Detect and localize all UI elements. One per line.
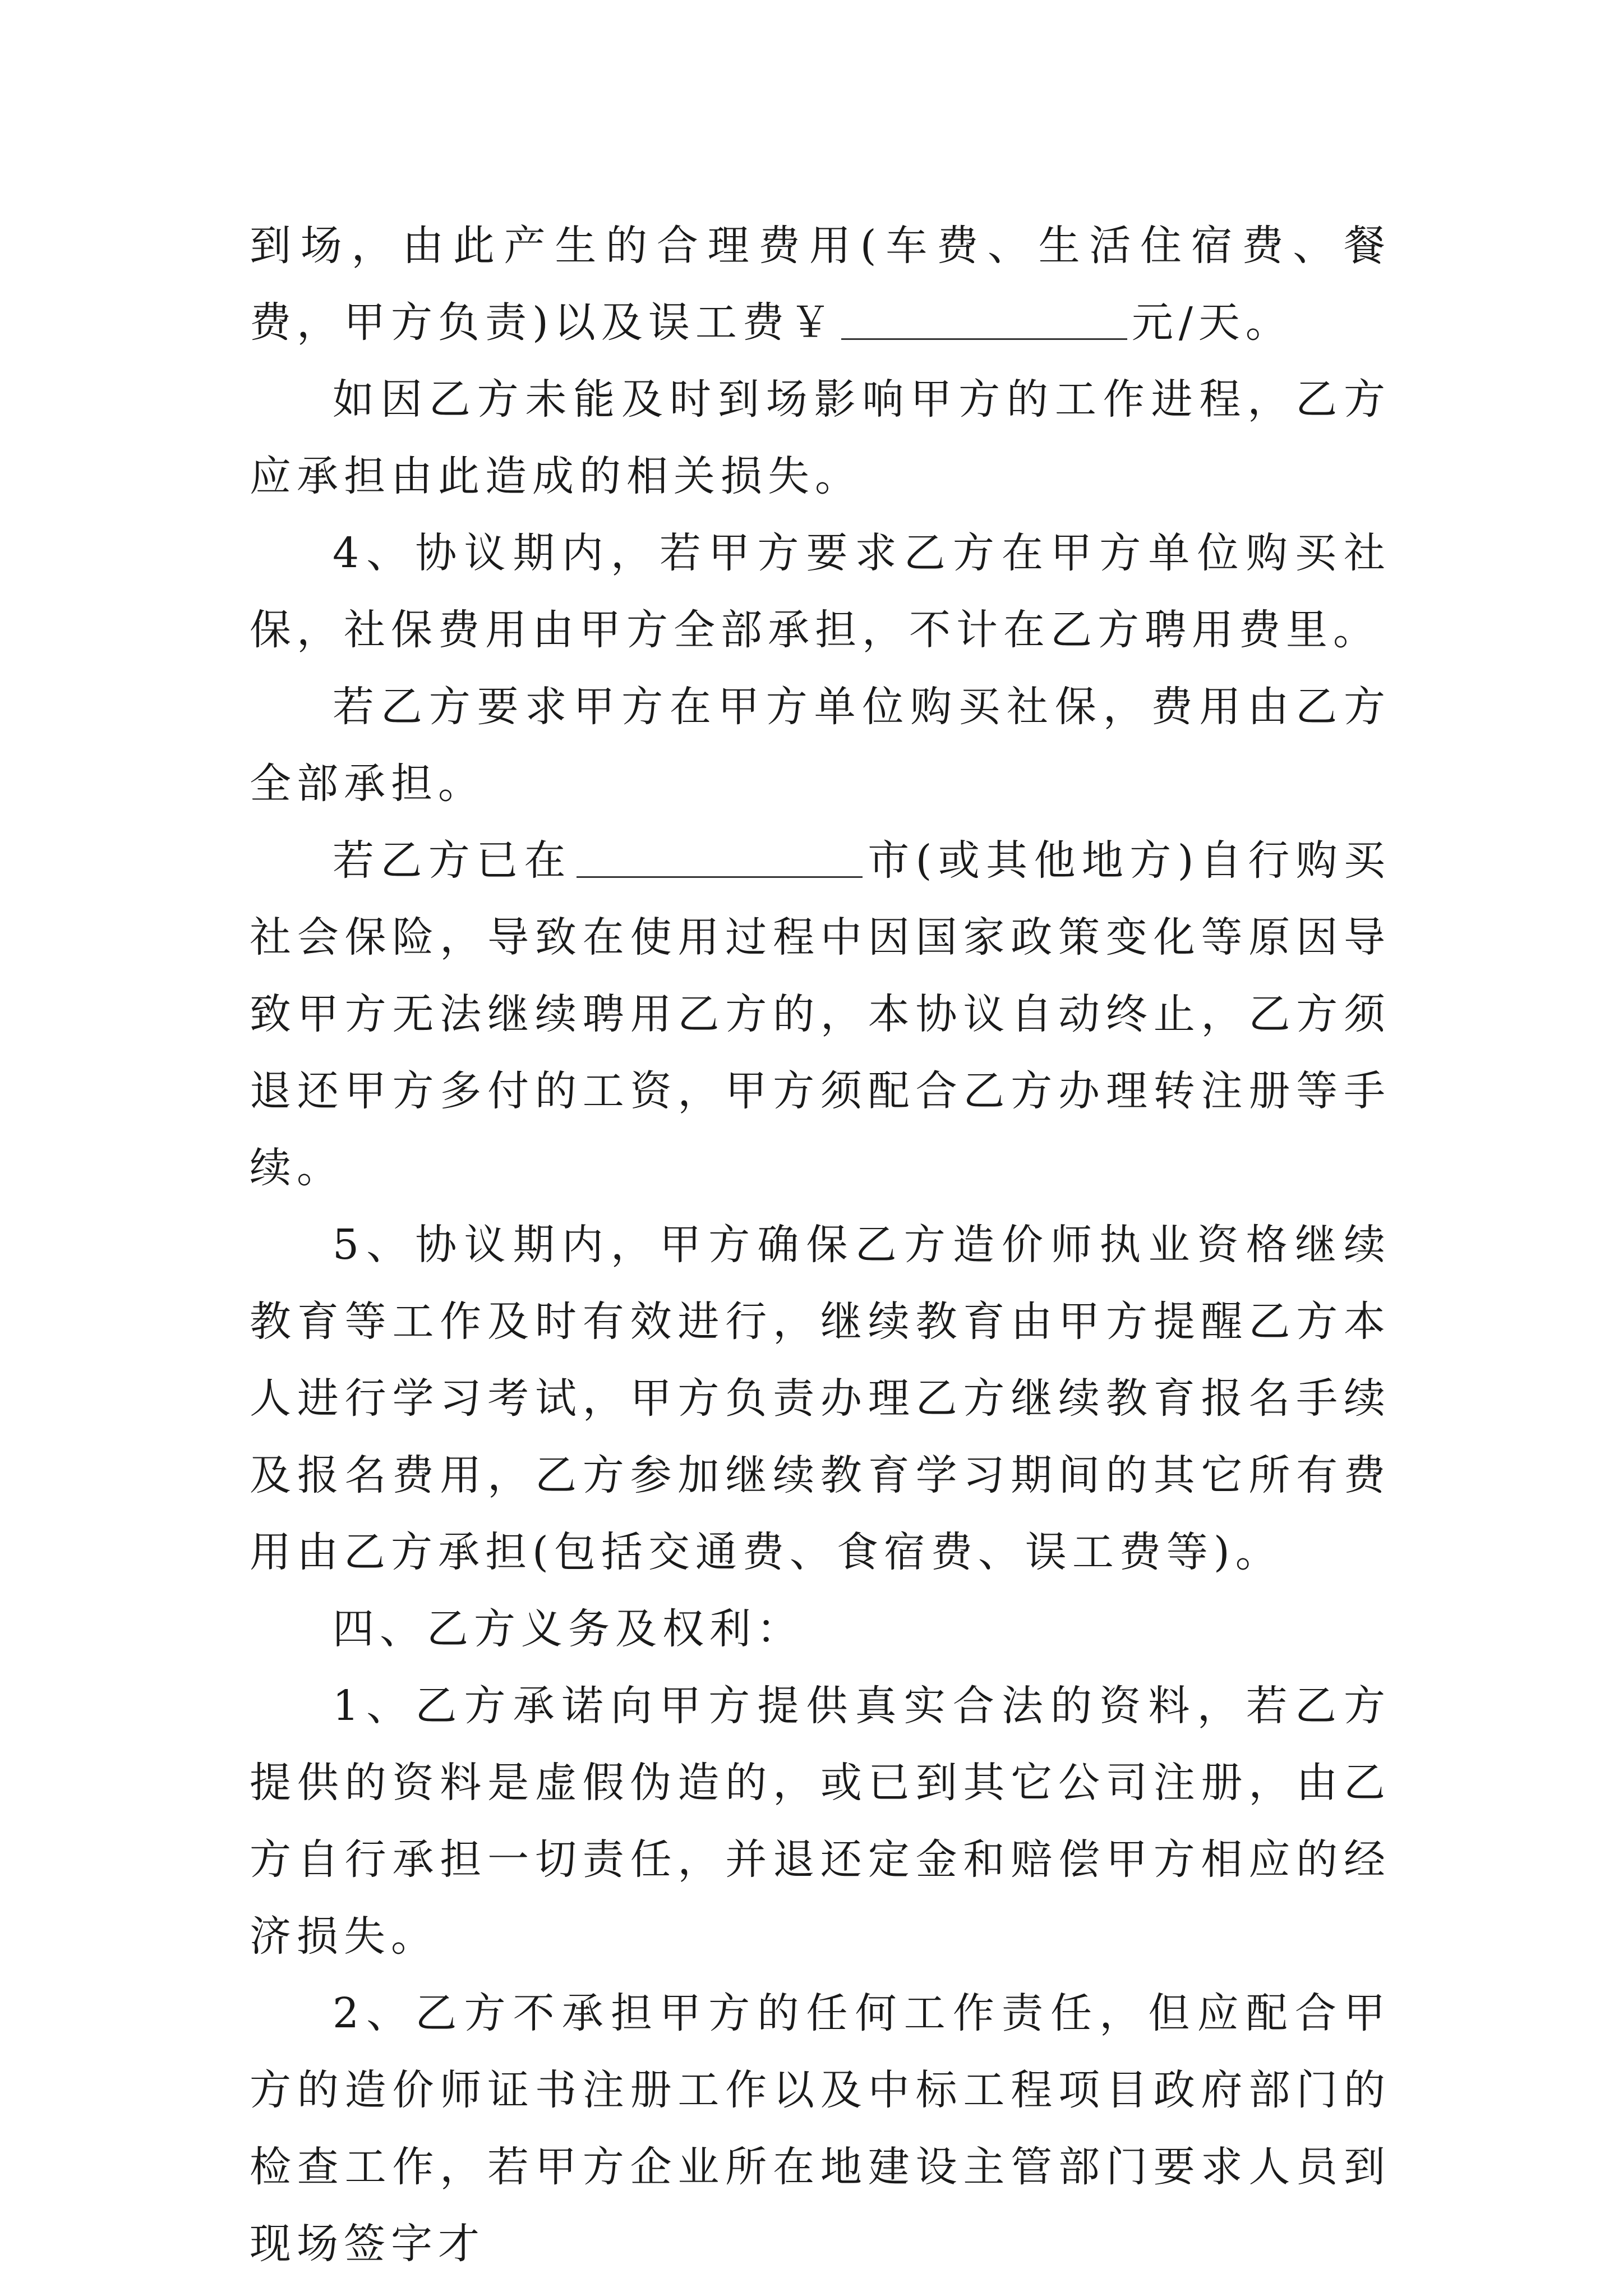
paragraph-insurance-city <box>250 822 1391 1207</box>
fee-amount-blank <box>841 299 1127 340</box>
paragraph-clause-5: 5、协议期内，甲方确保乙方造价师执业资格继续教育等工作及时有效进行，继续教育由甲方提醒乙方本人进行学习考试，甲方负责办理乙方继续教育报名手续及报名费用，乙方参加继续教育学习期间的其它所有费用由乙方承担(包括交通费、食宿费、误工费等)。 <box>250 1221 1391 1576</box>
insurance-city-prefix: 若乙方已在 <box>333 836 572 885</box>
document-body <box>250 208 1391 2283</box>
paragraph-delay-liability: 如因乙方未能及时到场影响甲方的工作进程，乙方应承担由此造成的相关损失。 <box>250 375 1391 500</box>
section-heading-4: 四、乙方义务及权利： <box>333 1605 804 1653</box>
paragraph-social-insurance: 若乙方要求甲方在甲方单位购买社保，费用由乙方全部承担。 <box>250 683 1391 808</box>
city-blank <box>577 837 863 878</box>
insurance-city-text: 市(或其他地方)自行购买社会保险，导致在使用过程中因国家政策变化等原因导致甲方无法继续聘用乙方的，本协议自动终止，乙方须退还甲方多付的工资，甲方须配合乙方办理转注册等手续。 <box>250 836 1391 1192</box>
paragraph-clause-4: 4、协议期内，若甲方要求乙方在甲方单位购买社保，社保费用由甲方全部承担，不计在乙方聘用费里。 <box>250 529 1391 654</box>
fees-unit: 元/天。 <box>1131 298 1293 347</box>
paragraph-fees <box>250 208 1391 361</box>
paragraph-obligation-1: 1、乙方承诺向甲方提供真实合法的资料，若乙方提供的资料是虚假伪造的，或已到其它公司注册，由乙方自行承担一切责任，并退还定金和赔偿甲方相应的经济损失。 <box>250 1682 1391 1961</box>
fees-text: 到场，由此产生的合理费用(车费、生活住宿费、餐费，甲方负责)以及误工费￥ <box>250 222 1391 347</box>
paragraph-obligation-2: 2、乙方不承担甲方的任何工作责任，但应配合甲方的造价师证书注册工作以及中标工程项目政府部门的检查工作，若甲方企业所在地建设主管部门要求人员到现场签字才 <box>250 1989 1391 2268</box>
